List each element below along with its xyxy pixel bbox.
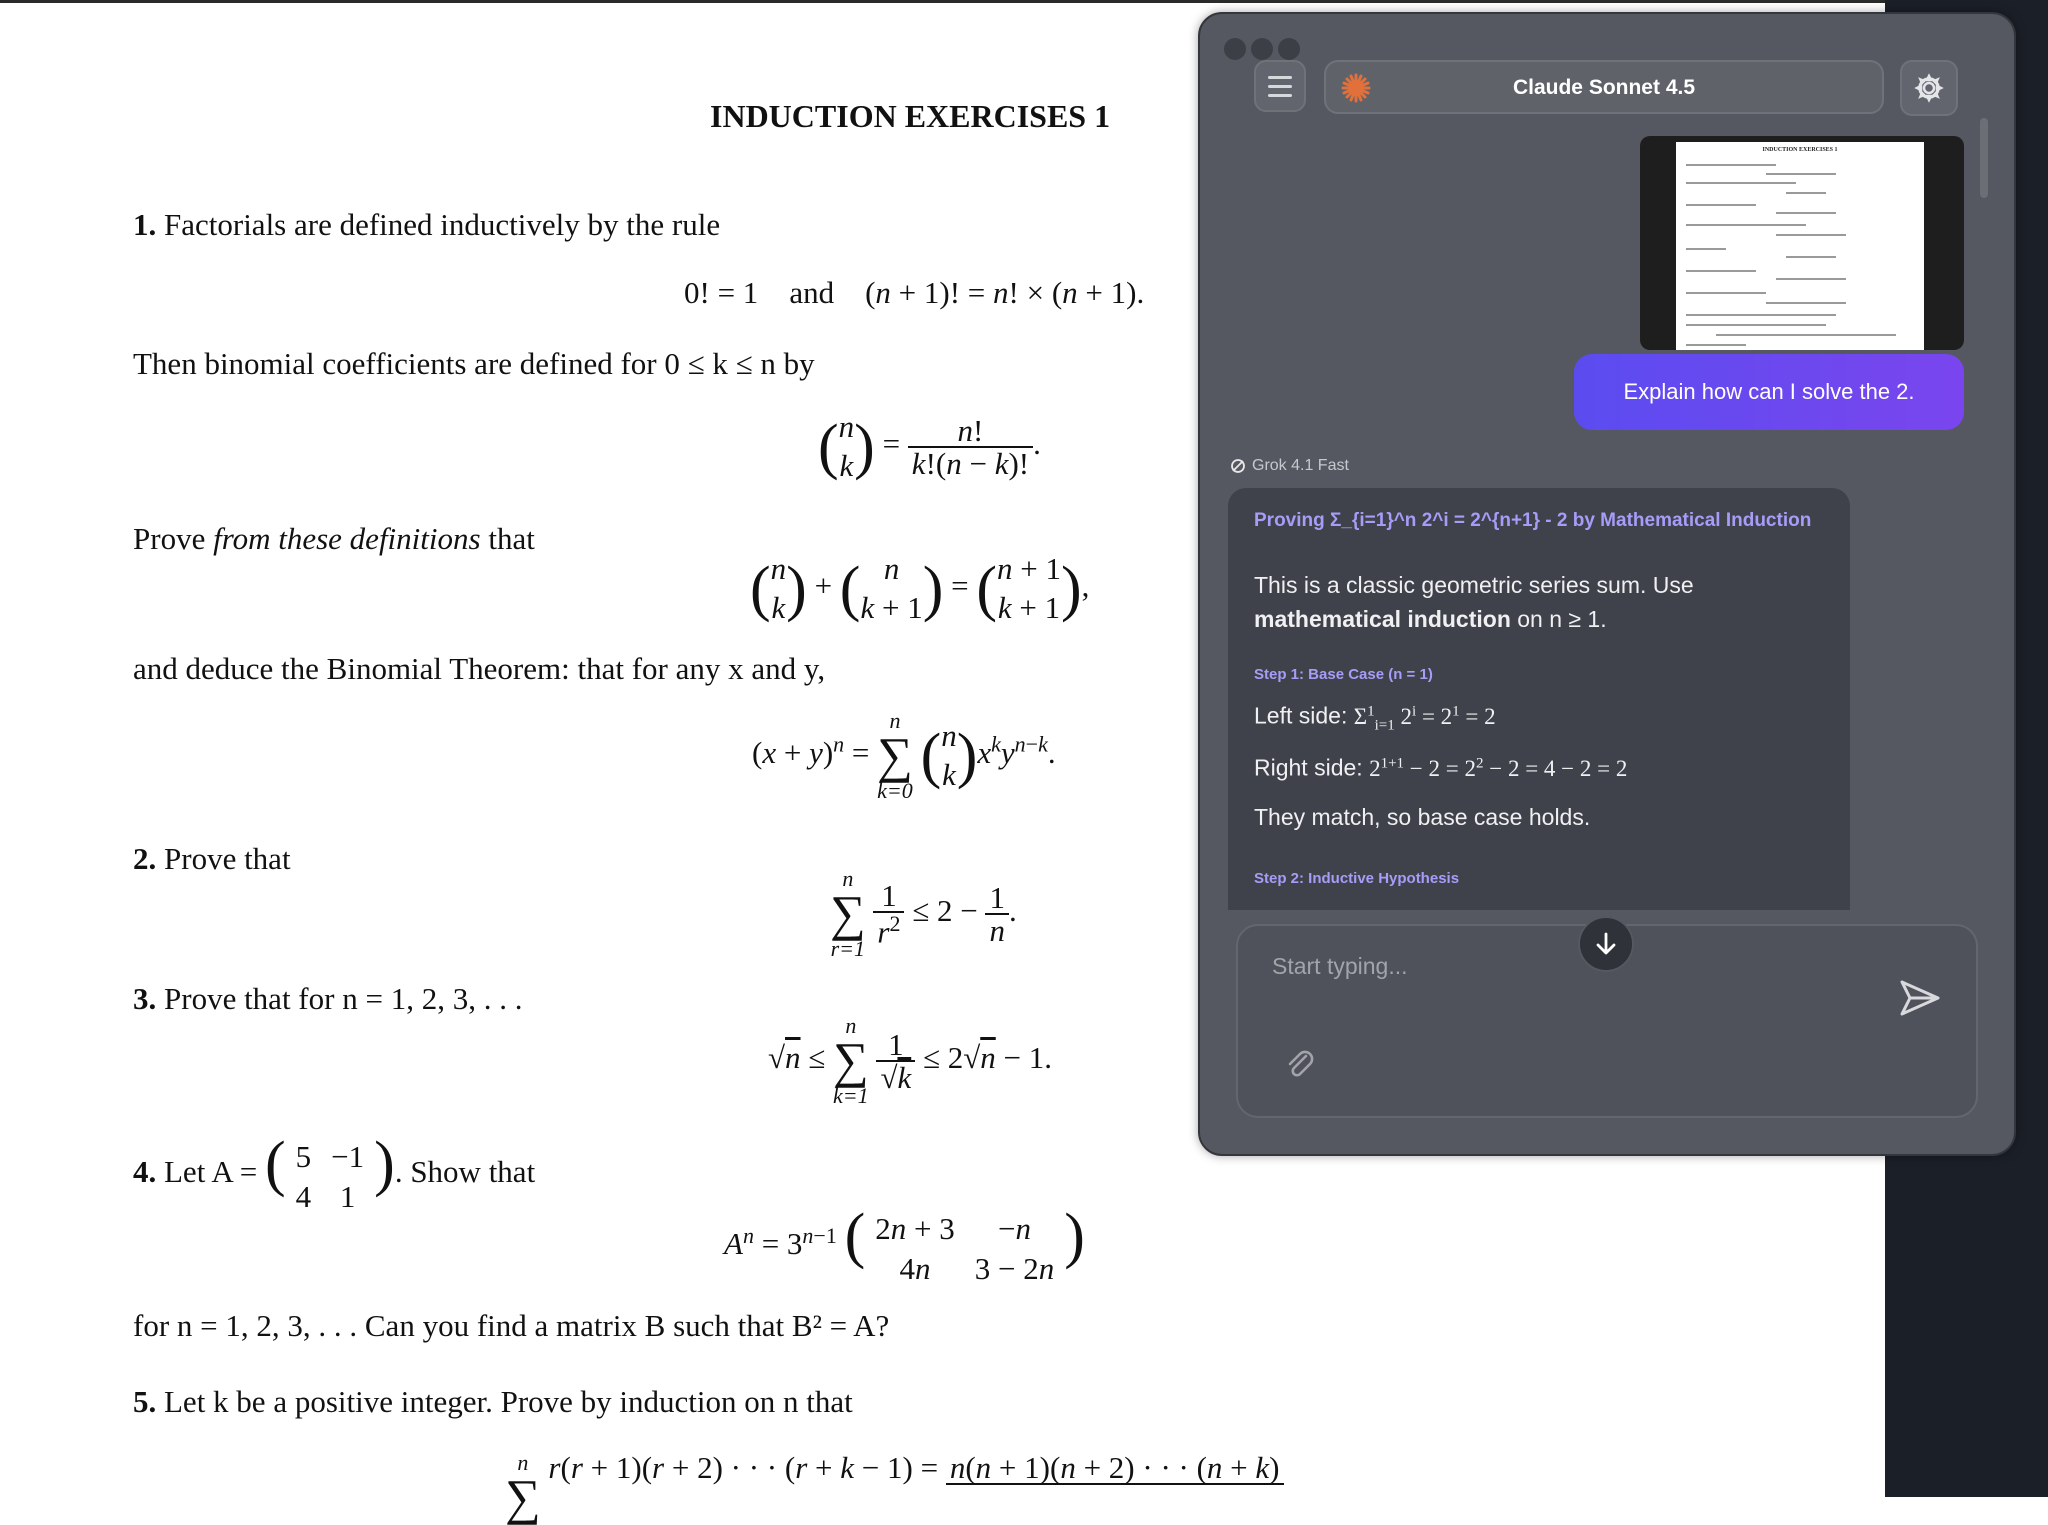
thumb-line [1686,344,1746,346]
thumb-line [1686,182,1796,184]
thumb-line [1686,270,1756,272]
exercise-text-2: . Show that [394,1154,536,1190]
step-1-heading: Step 1: Base Case (n = 1) [1254,666,1433,683]
step-2-heading: Step 2: Inductive Hypothesis [1254,870,1460,887]
deduce-text: and deduce the Binomial Theorem: that for any x and y, [133,651,826,686]
response-intro-rest: on n ≥ 1. [1517,606,1607,632]
exercise-number: 3. [133,981,157,1016]
model-selector[interactable] [1324,60,1884,114]
gear-icon [1914,73,1944,103]
hamburger-icon-line [1268,85,1292,88]
thumbnail-title: INDUCTION EXERCISES 1 [1762,147,1838,153]
response-heading: Proving Σ_{i=1}^n 2^i = 2^{n+1} - 2 by Mathematical Induction [1254,510,1812,531]
left-side-label: Left side: [1254,702,1348,729]
exercise-5-formula: n ∑ r(r + 1)(r + 2) · · · (r + k − 1) = n(n + 1)(n + 2) · · · (n + k) [505,1452,1284,1522]
right-side-math: $2^{1+1} - 2 = 2^2 - 2 = 4 - 2 = 2$ [1369,755,1628,781]
exercise-number: 4. [133,1154,157,1190]
left-side-line [1254,694,1496,743]
thumb-line [1686,324,1826,326]
exercise-text: Let A = [164,1154,258,1190]
prove-word: Prove [133,521,206,556]
close-window-button[interactable] [1224,38,1246,60]
right-side-label: Right side: [1254,754,1363,781]
thumb-line [1716,334,1896,336]
ai-chat-panel [1198,12,2016,1156]
binomial-definition: (n k) = $\frac{n!}{k!(n - k)!}$ . [818,409,1041,483]
exercise-number: 2. [133,841,157,876]
factorial-definition: 0! = 1 and (n + 1)! = n! × (n + 1). [684,275,1145,310]
matrix-question: for n = 1, 2, 3, . . . Can you find a matrix B such that B² = A? [133,1308,890,1343]
model-name: Claude Sonnet 4.5 [1512,76,1696,99]
prove-text [133,523,535,554]
base-case-conclusion: They match, so base case holds. [1254,804,1591,830]
thumb-line [1786,192,1826,194]
thumb-line [1686,224,1806,226]
that-word: that [488,521,535,556]
exercise-text: Let k be a positive integer. Prove by induction on n that [164,1384,853,1419]
scroll-to-bottom-button[interactable] [1578,916,1634,972]
binomial-theorem: $(x + y)^n$ = n ∑ k=0 (n $k)x^ky^{n-k}$. [752,708,1056,803]
settings-button[interactable] [1900,60,1958,116]
exercise-3 [133,983,522,1014]
exercise-2 [133,843,291,874]
exercise-4: 4. Let A = ( 5 4−1 1 ). Show that [133,1130,536,1214]
thumb-line [1686,248,1726,250]
menu-button[interactable] [1254,60,1306,112]
thumb-line [1766,173,1836,175]
send-icon[interactable] [1898,978,1942,1018]
thumb-line [1686,204,1756,206]
matrix-power-formula: $A^n = 3^{n-1}$ ( 2n + 3 4n−n 3 − 2n ) [724,1202,1085,1286]
assistant-model-label [1230,457,1349,475]
exercise-text: Prove that for n = 1, 2, 3, . . . [164,981,523,1016]
hamburger-icon-line [1268,94,1292,97]
binomial-text: Then binomial coefficients are defined for 0 ≤ k ≤ n by [133,346,815,381]
exercise-number: 1. [133,207,157,242]
paperclip-icon[interactable] [1282,1046,1318,1082]
thumb-line [1776,278,1846,280]
exercise-3-inequality: √n ≤ n ∑ k=1 $\frac{1}{√k}$ ≤ 2√n − 1. [768,1013,1052,1108]
pascal-identity: (n k) + ( n k + 1) = (n + 1 k + 1), [750,551,1090,625]
exercise-number: 5. [133,1384,157,1419]
assistant-label-text: Grok 4.1 Fast [1252,457,1349,474]
and-word: and [789,275,835,310]
thumb-line [1686,314,1836,316]
minimize-window-button[interactable] [1251,38,1273,60]
user-message-bubble: Explain how can I solve the 2. [1574,354,1964,430]
chat-scrollbar[interactable] [1980,118,1988,198]
exercise-text: Factorials are defined inductively by the rule [164,207,721,242]
thumb-line [1776,234,1846,236]
document-title: INDUCTION EXERCISES 1 [710,98,1111,134]
response-bold: mathematical induction [1254,606,1511,632]
assistant-response-card [1228,488,1850,910]
response-intro-line-1: This is a classic geometric series sum. Use [1254,572,1694,598]
thumbnail-page [1676,142,1924,350]
chat-input[interactable] [1270,952,1874,981]
thumb-line [1686,292,1766,294]
response-intro-line-2 [1254,602,1607,637]
hamburger-icon [1268,76,1292,79]
attached-document-thumbnail[interactable] [1640,136,1964,350]
grok-logo-icon [1230,458,1246,474]
right-side-line [1254,746,1627,786]
exercise-text: Prove that [164,841,291,876]
thumb-line [1776,212,1836,214]
thumb-line [1766,302,1846,304]
thumb-line [1686,164,1776,166]
prove-emphasis: from these definitions [213,521,481,556]
left-side-math: $\Sigma^1_{i=1}$ $2^i = 2^1 = 2$ [1353,703,1496,734]
zoom-window-button[interactable] [1278,38,1300,60]
exercise-2-inequality: n ∑ r=1 $\frac{1}{r^2}$ ≤ 2 − $\frac{1}{n}$ . [830,866,1017,961]
arrow-down-icon [1593,931,1619,957]
exercise-1 [133,209,720,240]
thumb-line [1786,256,1836,258]
exercise-5 [133,1386,853,1417]
